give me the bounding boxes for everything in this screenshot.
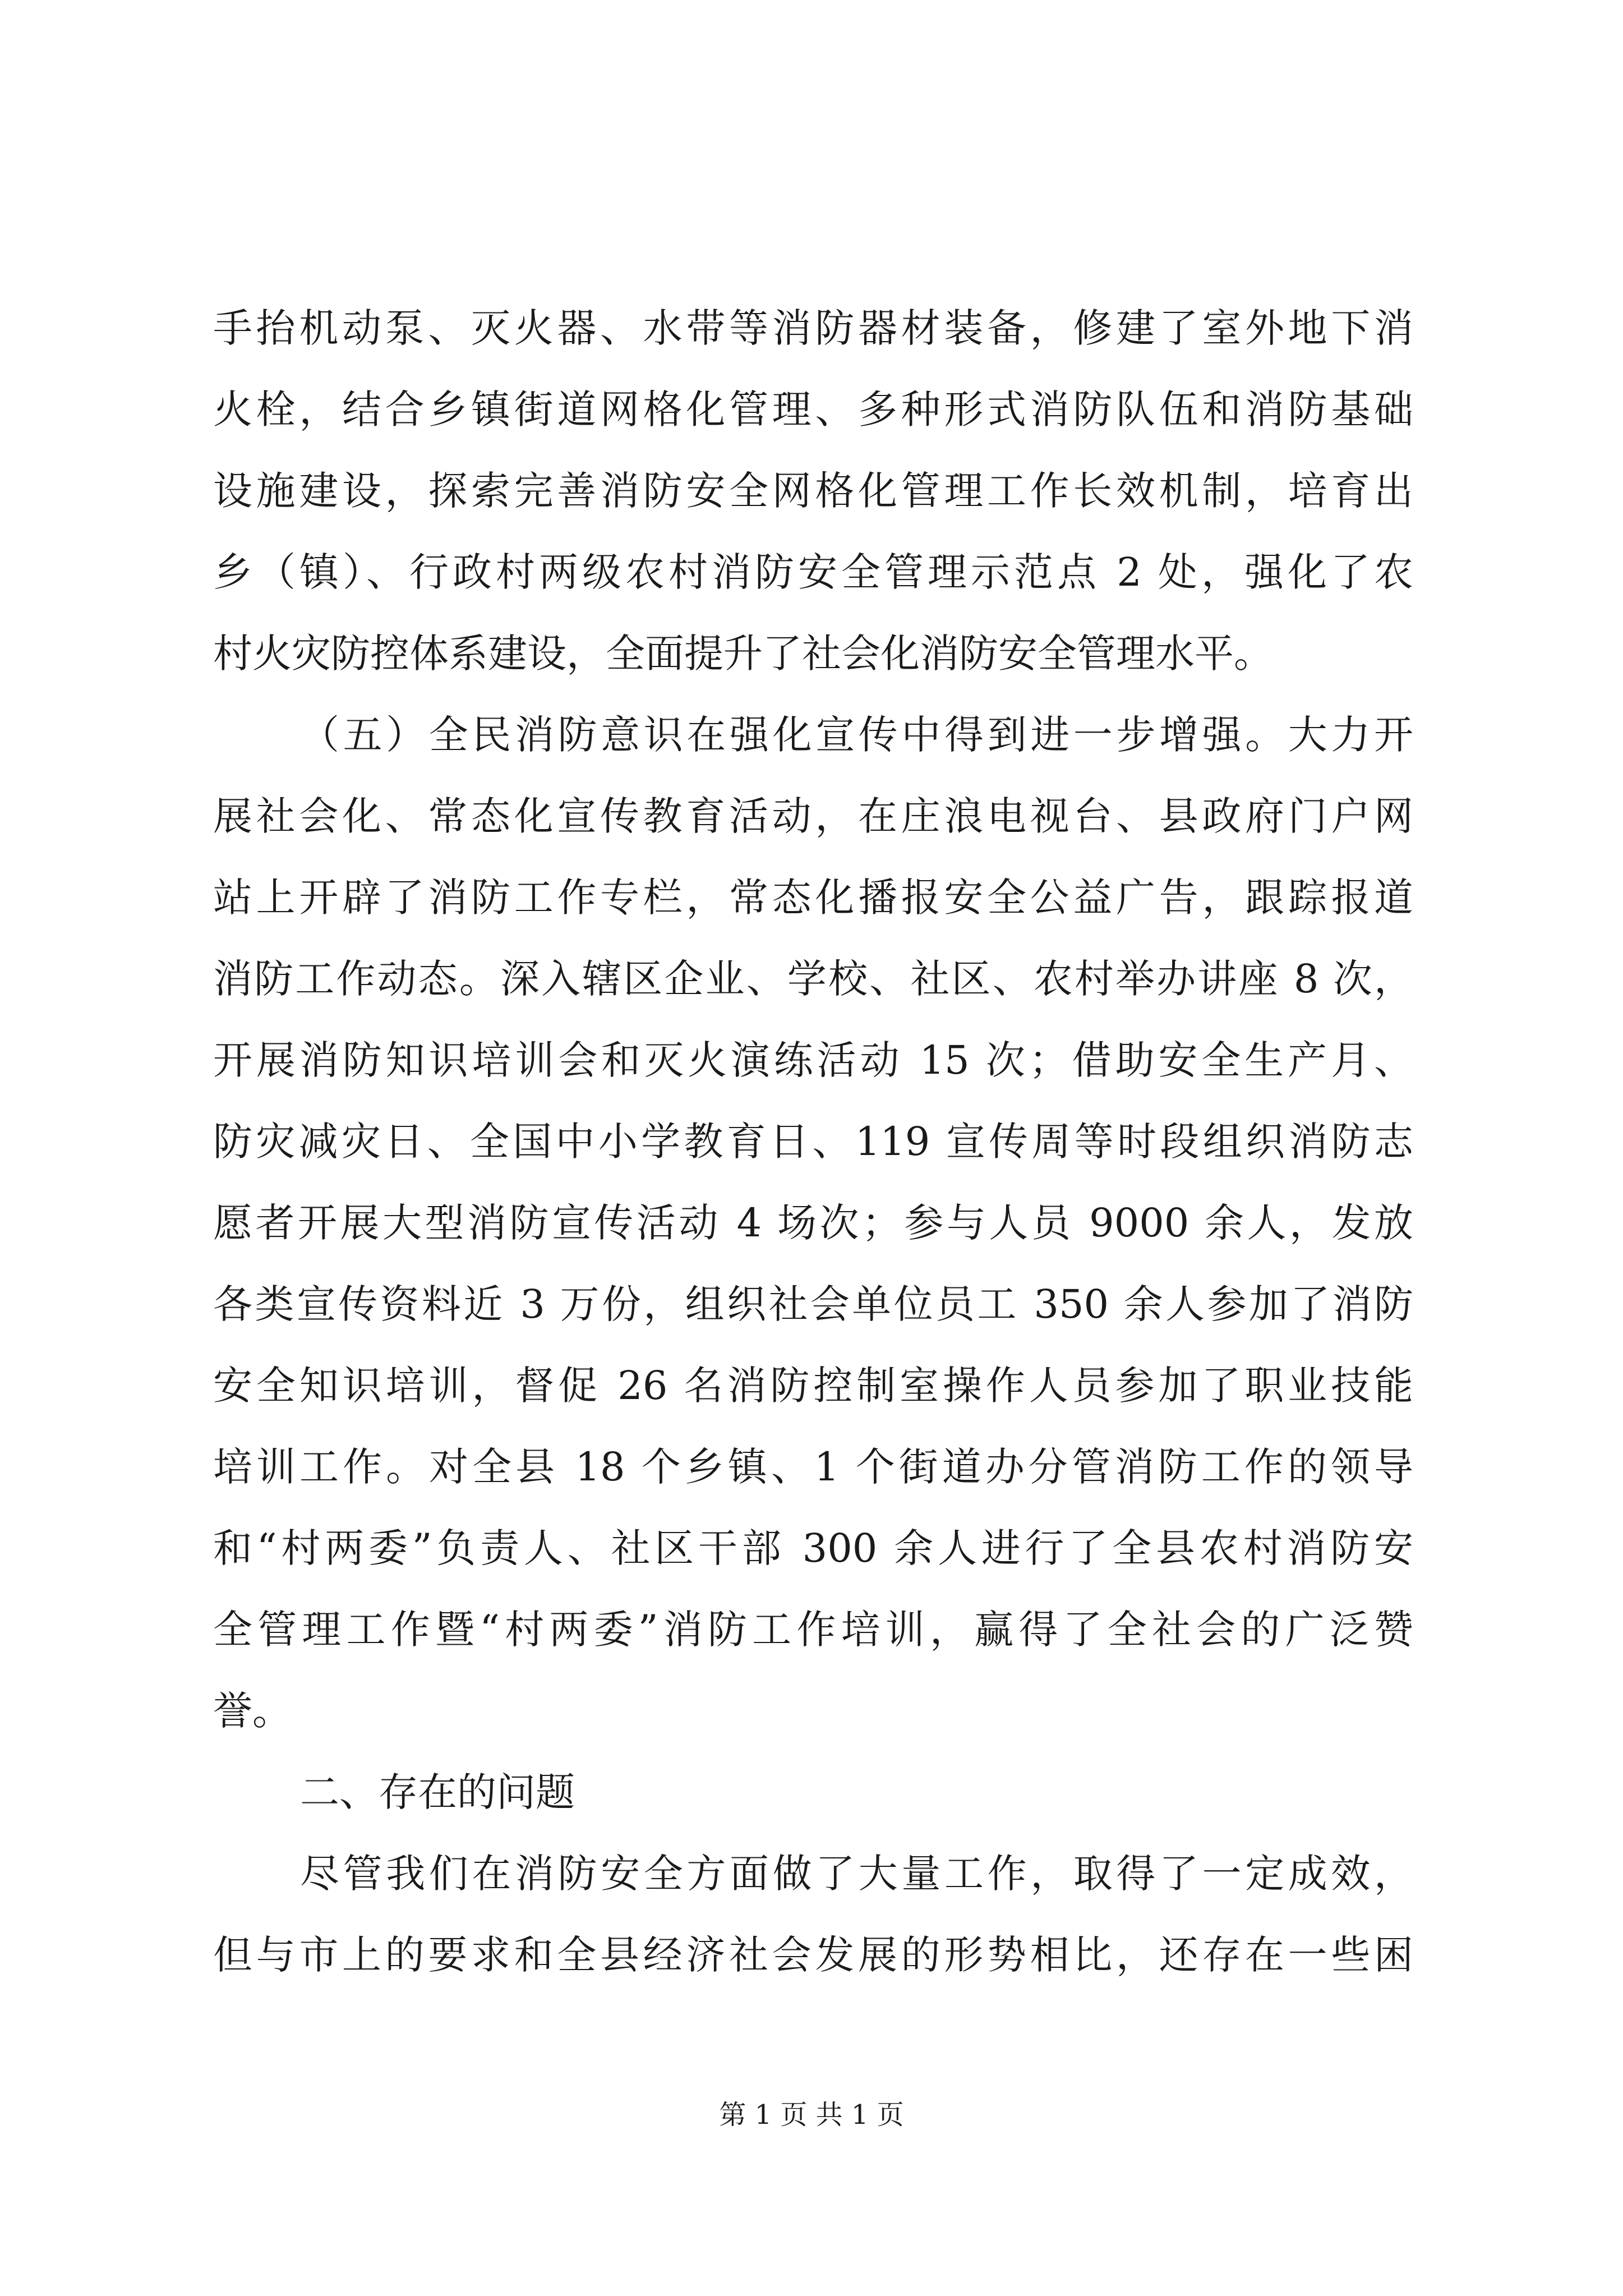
text-line: 开展消防知识培训会和灭火演练活动 15 次；借助安全生产月、 — [213, 1037, 1413, 1083]
text-line: 各类宣传资料近 3 万份，组织社会单位员工 350 余人参加了消防 — [213, 1281, 1413, 1327]
text-line: 村火灾防控体系建设，全面提升了社会化消防安全管理水平。 — [213, 631, 1273, 677]
text-line: 乡（镇）、行政村两级农村消防安全管理示范点 2 处，强化了农 — [213, 549, 1413, 595]
text-line: 但与市上的要求和全县经济社会发展的形势相比，还存在一些困 — [213, 1932, 1413, 1978]
text-line: 火栓，结合乡镇街道网格化管理、多种形式消防队伍和消防基础 — [213, 386, 1413, 432]
text-line: 和“村两委”负责人、社区干部 300 余人进行了全县农村消防安 — [213, 1525, 1413, 1571]
text-line: 全管理工作暨“村两委”消防工作培训，赢得了全社会的广泛赞 — [213, 1607, 1413, 1653]
paragraph-start-line: 尽管我们在消防安全方面做了大量工作，取得了一定成效， — [300, 1851, 1413, 1897]
text-line: 设施建设，探索完善消防安全网格化管理工作长效机制，培育出 — [213, 468, 1413, 514]
text-line: 站上开辟了消防工作专栏，常态化播报安全公益广告，跟踪报道 — [213, 875, 1413, 921]
page-footer: 第 1 页 共 1 页 — [719, 2099, 904, 2131]
text-line: 誉。 — [213, 1688, 292, 1734]
text-line: 培训工作。对全县 18 个乡镇、1 个街道办分管消防工作的领导 — [213, 1444, 1413, 1490]
text-line: 安全知识培训，督促 26 名消防控制室操作人员参加了职业技能 — [213, 1363, 1413, 1409]
text-line: 愿者开展大型消防宣传活动 4 场次；参与人员 9000 余人，发放 — [213, 1200, 1413, 1246]
text-line: 防灾减灾日、全国中小学教育日、119 宣传周等时段组织消防志 — [213, 1119, 1413, 1165]
text-line: 消防工作动态。深入辖区企业、学校、社区、农村举办讲座 8 次， — [213, 956, 1413, 1002]
section-heading: 二、存在的问题 — [300, 1769, 575, 1815]
text-line: 手抬机动泵、灭火器、水带等消防器材装备，修建了室外地下消 — [213, 305, 1413, 351]
text-line: 展社会化、常态化宣传教育活动，在庄浪电视台、县政府门户网 — [213, 793, 1413, 839]
paragraph-start-line: （五）全民消防意识在强化宣传中得到进一步增强。大力开 — [300, 712, 1413, 758]
